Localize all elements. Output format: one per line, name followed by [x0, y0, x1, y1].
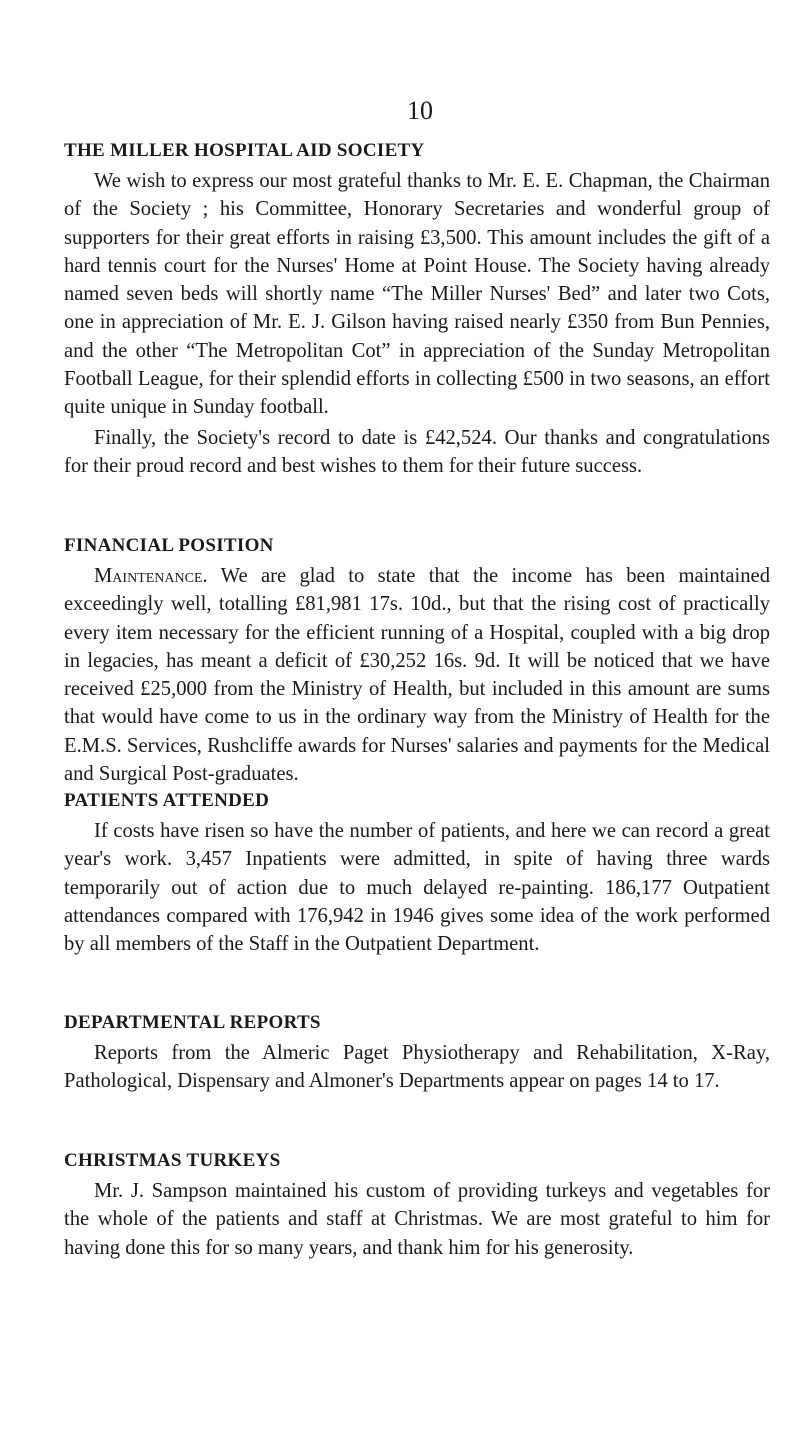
section-paragraph: Finally, the Society's record to date is £42,524. Our thanks and congratulations for their proud record and best wishes to them for their future success.: [64, 426, 770, 477]
section-heading: PATIENTS ATTENDED: [64, 790, 270, 811]
section-heading: CHRISTMAS TURKEYS: [64, 1150, 281, 1171]
section-financial-position: [64, 535, 770, 788]
section-heading: FINANCIAL POSITION: [64, 535, 274, 556]
section-miller-hospital-aid-society: [64, 140, 770, 480]
section-paragraph: Reports from the Almeric Paget Physiotherapy and Rehabilitation, X-Ray, Pathological, Dispensary and Almoner's Departments appear on pages 14 to 17.: [64, 1042, 770, 1093]
section-heading: THE MILLER HOSPITAL AID SOCIETY: [64, 140, 425, 161]
section-departmental-reports: [64, 1012, 770, 1096]
maintenance-text: We are glad to state that the income has been maintained exceedingly well, totalling £81,981 17s. 10d., but that the rising cost of practically every item necessary for the efficient running of a Hospital, coupled with a big drop in legacies, has meant a deficit of £30,252 16s. 9d. It will be noticed that we have received £25,000 from the Ministry of Health, but included in this amount are sums that would have come to us in the ordinary way from the Ministry of Health for the E.M.S. Services, Rushcliffe awards for Nurses' salaries and payments for the Medical and Surgical Post-graduates.: [64, 565, 770, 786]
section-paragraph: We wish to express our most grateful thanks to Mr. E. E. Chapman, the Chairman of the Society ; his Committee, Honorary Secretaries and wonderful group of supporters for their great efforts in raising £3,500. This amount includes the gift of a hard tennis court for the Nurses' Home at Point House. The Society having already named seven beds will shortly name “The Miller Nurses' Bed” and later two Cots, one in appreciation of Mr. E. J. Gilson having raised nearly £350 from Bun Pennies, and the other “The Metropolitan Cot” in appreciation of the Sunday Metropolitan Football League, for their splendid efforts in collecting £500 in two seasons, an effort quite unique in Sunday football.: [64, 170, 770, 419]
page-number: 10: [407, 96, 433, 125]
section-christmas-turkeys: [64, 1150, 770, 1262]
section-paragraph: [64, 562, 770, 788]
section-paragraph: Mr. J. Sampson maintained his custom of providing turkeys and vegetables for the whole of the patients and staff at Christmas. We are most grateful to him for having done this for so many years, and thank him for his generosity.: [64, 1180, 770, 1259]
section-heading: DEPARTMENTAL REPORTS: [64, 1012, 321, 1033]
section-paragraph: If costs have risen so have the number of patients, and here we can record a great year's work. 3,457 Inpatients were admitted, in spite of having three wards temporarily out of action due to much delayed re-painting. 186,177 Outpatient attendances compared with 176,942 in 1946 gives some idea of the work performed by all members of the Staff in the Outpatient Department.: [64, 820, 770, 956]
maintenance-lead: Maintenance.: [94, 565, 208, 587]
section-patients-attended: [64, 790, 770, 958]
